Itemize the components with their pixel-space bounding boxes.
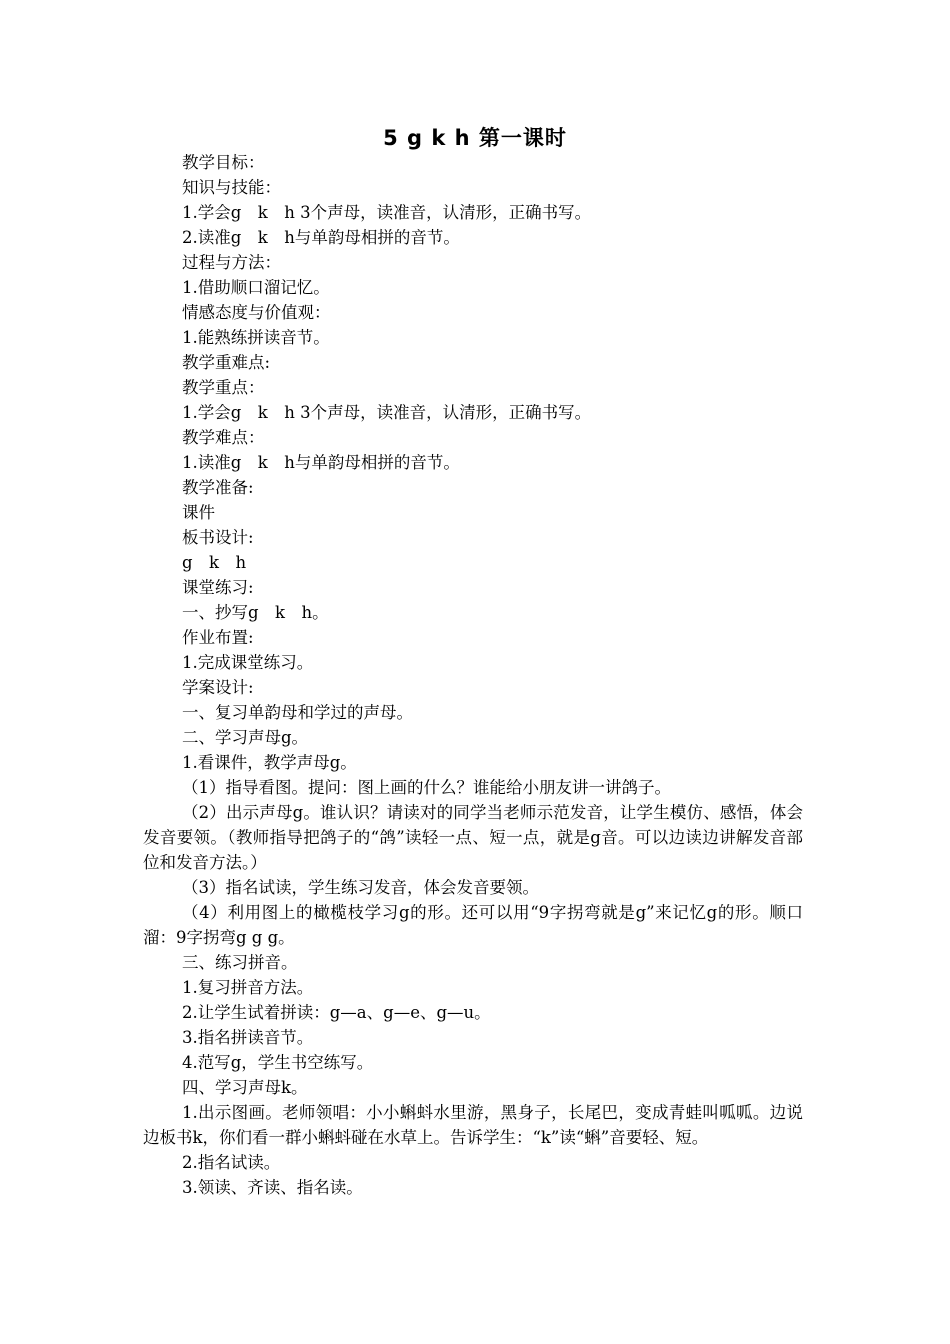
list-item: 1.学会g k h 3个声母，读准音，认清形，正确书写。 — [182, 403, 592, 422]
document-title: 5 g k h 第一课时 — [383, 126, 567, 150]
text-line: 课件 — [182, 503, 215, 522]
list-item: 3.领读、齐读、指名读。 — [182, 1178, 363, 1197]
list-item: 2.读准g k h与单韵母相拼的音节。 — [182, 228, 460, 247]
list-item: 1.看课件，教学声母g。 — [182, 753, 357, 772]
section-heading-lesson-plan: 学案设计: — [182, 678, 254, 697]
list-item: （3）指名试读，学生练习发音，体会发音要领。 — [182, 878, 539, 897]
list-item: 1.完成课堂练习。 — [182, 653, 314, 672]
list-item: 4.范写g，学生书空练写。 — [182, 1053, 374, 1072]
subheading-process-method: 过程与方法： — [182, 253, 281, 272]
section-heading-key-difficult: 教学重难点: — [182, 353, 271, 372]
list-item: 1.借助顺口溜记忆。 — [182, 278, 330, 297]
list-item: 四、学习声母k。 — [182, 1078, 308, 1097]
text-line: g k h — [182, 553, 247, 572]
paragraph: （4）利用图上的橄榄枝学习g的形。还可以用“9字拐弯就是g”来记忆g的形。顺口溜：9字拐弯g g g。 — [143, 903, 803, 947]
list-item: 一、复习单韵母和学过的声母。 — [182, 703, 413, 722]
paragraph: 1.出示图画。老师领唱：小小蝌蚪水里游，黑身子，长尾巴，变成青蛙叫呱呱。边说边板书k，你们看一群小蝌蚪碰在水草上。告诉学生：“k”读“蝌”音要轻、短。 — [143, 1103, 803, 1147]
paragraph: （2）出示声母g。谁认识？请读对的同学当老师示范发音，让学生模仿、感悟，体会发音要领。（教师指导把鸽子的“鸽”读轻一点、短一点，就是g音。可以边读边讲解发音部位和发音方法。） — [143, 803, 803, 872]
list-item: 2.让学生试着拼读：g—a、g—e、g—u。 — [182, 1003, 491, 1022]
list-item: 1.复习拼音方法。 — [182, 978, 314, 997]
section-heading-teaching-goals: 教学目标： — [182, 153, 265, 172]
list-item: （1）指导看图。提问：图上画的什么？谁能给小朋友讲一讲鸽子。 — [182, 778, 671, 797]
list-item: 三、练习拼音。 — [182, 953, 298, 972]
list-item: 一、抄写g k h。 — [182, 603, 329, 622]
section-heading-homework: 作业布置: — [182, 628, 254, 647]
document-body — [143, 150, 803, 1200]
section-heading-board-design: 板书设计: — [182, 528, 254, 547]
list-item: 1.读准g k h与单韵母相拼的音节。 — [182, 453, 460, 472]
list-item: 1.学会g k h 3个声母，读准音，认清形，正确书写。 — [182, 203, 592, 222]
list-item: 1.能熟练拼读音节。 — [182, 328, 330, 347]
section-heading-class-exercise: 课堂练习: — [182, 578, 254, 597]
list-item: 3.指名拼读音节。 — [182, 1028, 314, 1047]
subheading-difficult-points: 教学难点： — [182, 428, 265, 447]
list-item: 2.指名试读。 — [182, 1153, 281, 1172]
section-heading-preparation: 教学准备: — [182, 478, 254, 497]
subheading-attitude-values: 情感态度与价值观： — [182, 303, 331, 322]
subheading-key-points: 教学重点： — [182, 378, 265, 397]
subheading-knowledge-skills: 知识与技能： — [182, 178, 281, 197]
list-item: 二、学习声母g。 — [182, 728, 309, 747]
